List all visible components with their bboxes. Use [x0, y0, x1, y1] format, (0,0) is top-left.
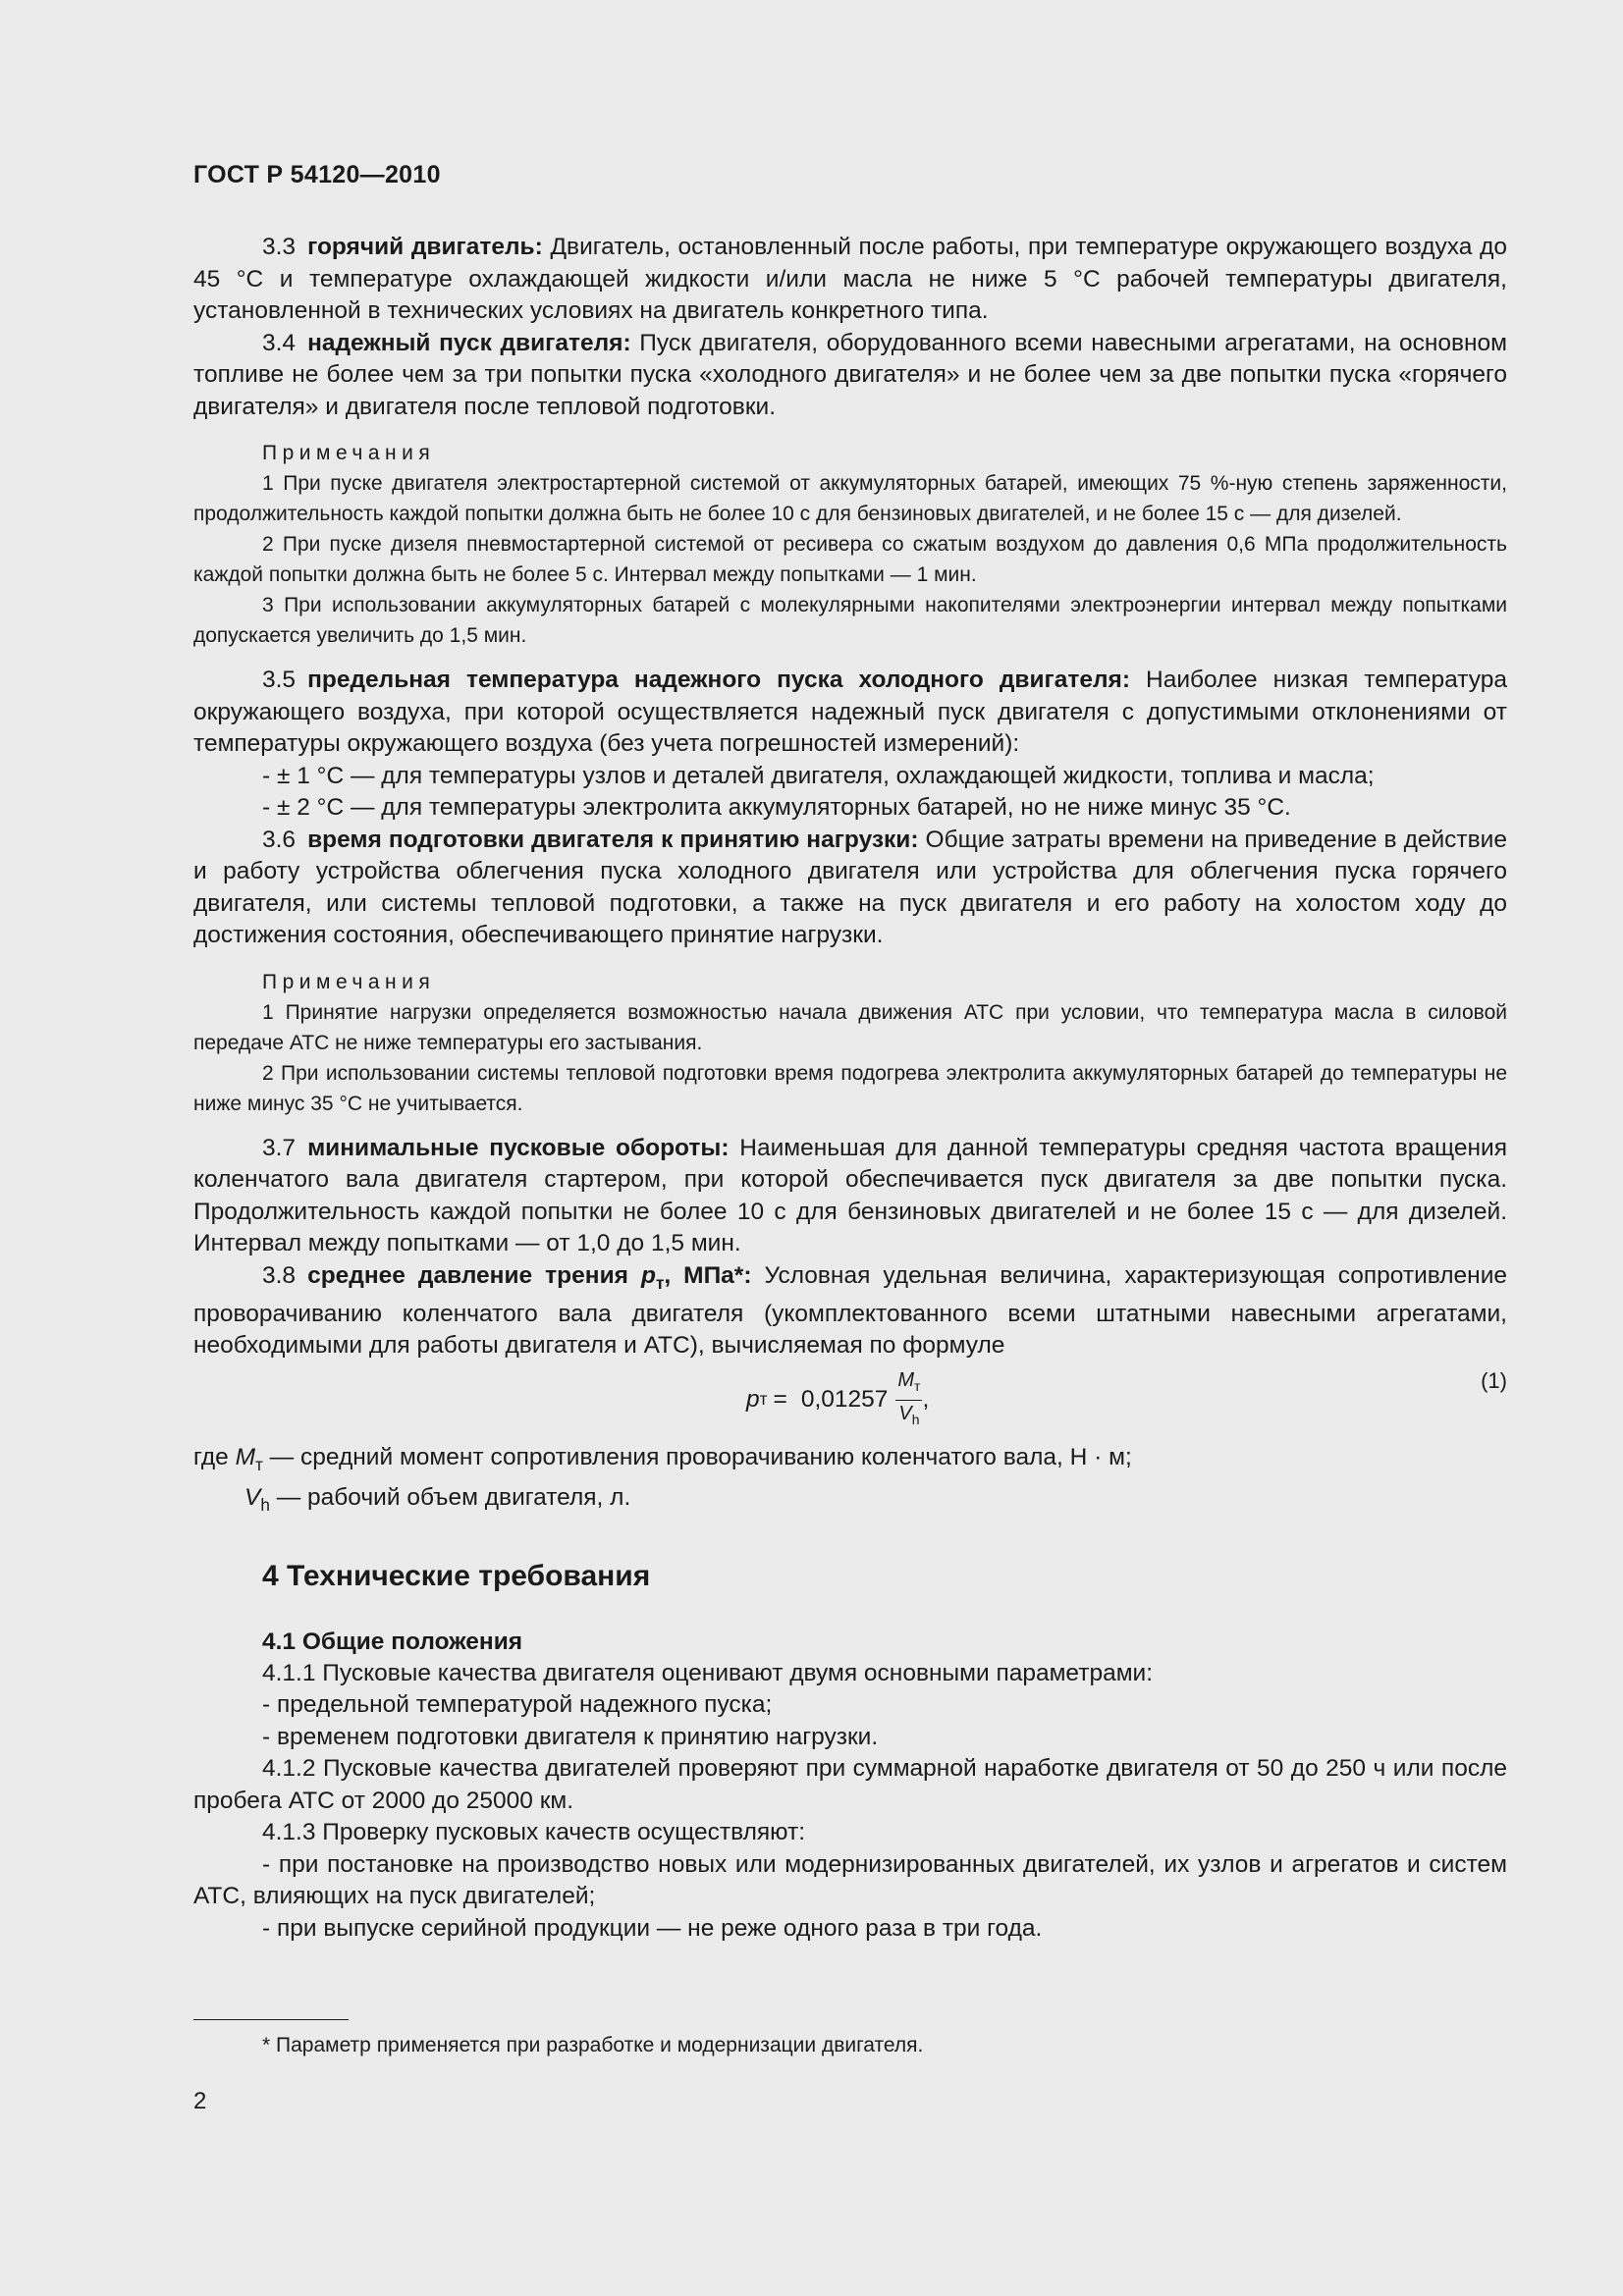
clause-term: предельная температура надежного пуска холодного двигателя: — [307, 667, 1130, 693]
fraction-numerator — [895, 1368, 922, 1401]
footnote-divider — [193, 2019, 349, 2020]
note-item: 2 При пуске дизеля пневмостартерной системой от ресивера со сжатым воздухом до давления 0,6 МПа продолжительность каждой попытки должна быть не более 5 с. Интервал между попытками — 1 мин. — [193, 533, 1507, 586]
where-definition: — средний момент сопротивления проворачиванию коленчатого вала, Н · м; — [269, 1443, 1132, 1470]
denominator-subscript: h — [911, 1411, 920, 1427]
clause-4-1-1: 4.1.1 Пусковые качества двигателя оценивают двумя основными параметрами: — [262, 1659, 1154, 1686]
clause-text: Общие затраты времени на приведение в действие и работу устройства облегчения пуска холодного двигателя или устройства для облегчения пуска горячего двигателя, или системы тепловой подготовки, а также на пуск двигателя и его работу на холостом ходу до достижения состояния, обеспечивающего принятие нагрузки. — [193, 826, 1507, 948]
symbol-subscript: т — [655, 1272, 665, 1293]
where-prefix: где — [193, 1443, 229, 1470]
page-number: 2 — [193, 2088, 207, 2114]
where-subscript: т — [255, 1454, 263, 1474]
clause-term: надежный пуск двигателя: — [307, 329, 631, 356]
dash-item: - ± 2 °С — для температуры электролита аккумуляторных батарей, но не ниже минус 35 °С. — [262, 794, 1291, 821]
clause-text: Наименьшая для данной температуры средняя частота вращения коленчатого вала двигателя стартером, при которой обеспечивается пуск двигателя за две попытки пуска. Продолжительность каждой попытки не более 10 с для бензиновых двигателей и не более 15 с — для дизелей. Интервал между попытками — от 1,0 до 1,5 мин. — [193, 1134, 1507, 1256]
note-item: 1 При пуске двигателя электростартерной системой от аккумуляторных батарей, имеющих 75 %-ную степень заряженности, продолжительность каждой попытки должна быть не более 10 с для бензиновых двигателей, и не более 15 с — для дизелей. — [193, 472, 1507, 525]
term-text: среднее давление трения — [307, 1261, 628, 1289]
document-body — [193, 232, 1507, 1945]
formula-coefficient: 0,01257 — [800, 1385, 889, 1413]
clause-number: 3.7 — [262, 1134, 297, 1161]
clause-3-7 — [193, 1133, 1507, 1260]
dash-item: - предельной температурой надежного пуска; — [262, 1691, 773, 1719]
clause-4-1-2: 4.1.2 Пусковые качества двигателей проверяют при суммарной наработке двигателя от 50 до 250 ч или после пробега АТС от 2000 до 25000 км. — [193, 1755, 1507, 1814]
clause-number: 3.8 — [262, 1261, 297, 1289]
formula-tail: , — [922, 1385, 930, 1413]
clause-3-5 — [193, 665, 1507, 761]
where-symbol: M — [235, 1443, 255, 1470]
clause-text: Условная удельная величина, характеризующая сопротивление проворачиванию коленчатого вала двигателя (укомплектованного всеми штатными навесными агрегатами, необходимыми для работы двигателя и АТС), вычисляемая по формуле — [193, 1261, 1508, 1360]
clause-3-3 — [193, 232, 1507, 328]
section-4-title: 4 Технические требования — [262, 1559, 651, 1592]
dash-item: - временем подготовки двигателя к принятию нагрузки. — [262, 1723, 879, 1750]
dash-item: - при выпуске серийной продукции — не реже одного раза в три года. — [262, 1914, 1043, 1942]
clause-term: минимальные пусковые обороты: — [307, 1134, 730, 1161]
clause-3-6 — [193, 825, 1507, 952]
dash-item: - при постановке на производство новых или модернизированных двигателей, их узлов и агрегатов и систем АТС, влияющих на пуск двигателей; — [193, 1850, 1507, 1910]
clause-3-4 — [193, 328, 1507, 424]
fraction-denominator — [898, 1401, 919, 1431]
clause-3-8 — [193, 1260, 1507, 1362]
clause-text: Пуск двигателя, оборудованного всеми навесными агрегатами, на основном топливе не более чем за три попытки пуска «холодного двигателя» и не более чем за две попытки пуска «горячего двигателя» и двигателя после тепловой подготовки. — [193, 329, 1507, 420]
formula-lhs-sub: т — [759, 1389, 768, 1410]
term-unit: , МПа*: — [664, 1261, 752, 1289]
where-line-1 — [193, 1441, 1507, 1481]
equation-number: (1) — [1481, 1367, 1507, 1393]
footnote: * Параметр применяется при разработке и модернизации двигателя. — [262, 2034, 924, 2056]
clause-text: Двигатель, остановленный после работы, при температуре окружающего воздуха до 45 °С и температуре охлаждающей жидкости и/или масла не ниже 5 °С рабочей температуры двигателя, установленной в технических условиях на двигатель конкретного типа. — [193, 234, 1507, 324]
clause-term: горячий двигатель: — [307, 234, 543, 260]
numerator-symbol: M — [897, 1368, 915, 1391]
clause-number: 3.3 — [262, 234, 297, 260]
clause-text: Наиболее низкая температура окружающего воздуха, при которой осуществляется надежный пуск двигателя с допустимыми отклонениями от температуры окружающего воздуха (без учета погрешностей измерений): — [193, 667, 1507, 757]
document-header: ГОСТ Р 54120—2010 — [193, 161, 441, 188]
note-item: 3 При использовании аккумуляторных батарей с молекулярными накопителями электроэнергии интервал между попытками допускается увеличить до 1,5 мин. — [193, 594, 1507, 647]
clause-number: 3.4 — [262, 329, 297, 356]
where-symbol: V — [244, 1483, 261, 1511]
symbol-p: p — [640, 1261, 656, 1289]
note-item: 1 Принятие нагрузки определяется возможностью начала движения АТС при условии, что температура масла в силовой передаче АТС не ниже температуры его застывания. — [193, 1000, 1507, 1054]
dash-item: - ± 1 °С — для температуры узлов и деталей двигателя, охлаждающей жидкости, топлива и масла; — [262, 762, 1375, 789]
clause-term — [307, 1261, 752, 1293]
numerator-subscript: т — [914, 1377, 921, 1394]
note-item: 2 При использовании системы тепловой подготовки время подогрева электролита аккумуляторных батарей до температуры не ниже минус 35 °С не учитывается. — [193, 1061, 1507, 1115]
clause-number: 3.5 — [262, 667, 297, 693]
denominator-symbol: V — [898, 1402, 912, 1424]
notes-heading: Примечания — [262, 442, 436, 464]
subsection-4-1-title: 4.1 Общие положения — [262, 1628, 523, 1655]
formula-lhs: p — [746, 1385, 760, 1413]
clause-number: 3.6 — [262, 826, 297, 853]
formula-equals: = — [773, 1385, 787, 1413]
where-subscript: h — [260, 1494, 270, 1515]
where-line-2 — [193, 1481, 1507, 1522]
formula-fraction — [895, 1368, 922, 1431]
clause-term: время подготовки двигателя к принятию нагрузки: — [307, 826, 919, 853]
clause-4-1-3: 4.1.3 Проверку пусковых качеств осуществляют: — [262, 1819, 806, 1846]
formula-block — [193, 1366, 1507, 1441]
where-definition: — рабочий объем двигателя, л. — [276, 1483, 631, 1511]
notes-heading: Примечания — [262, 970, 436, 993]
formula — [746, 1368, 929, 1431]
